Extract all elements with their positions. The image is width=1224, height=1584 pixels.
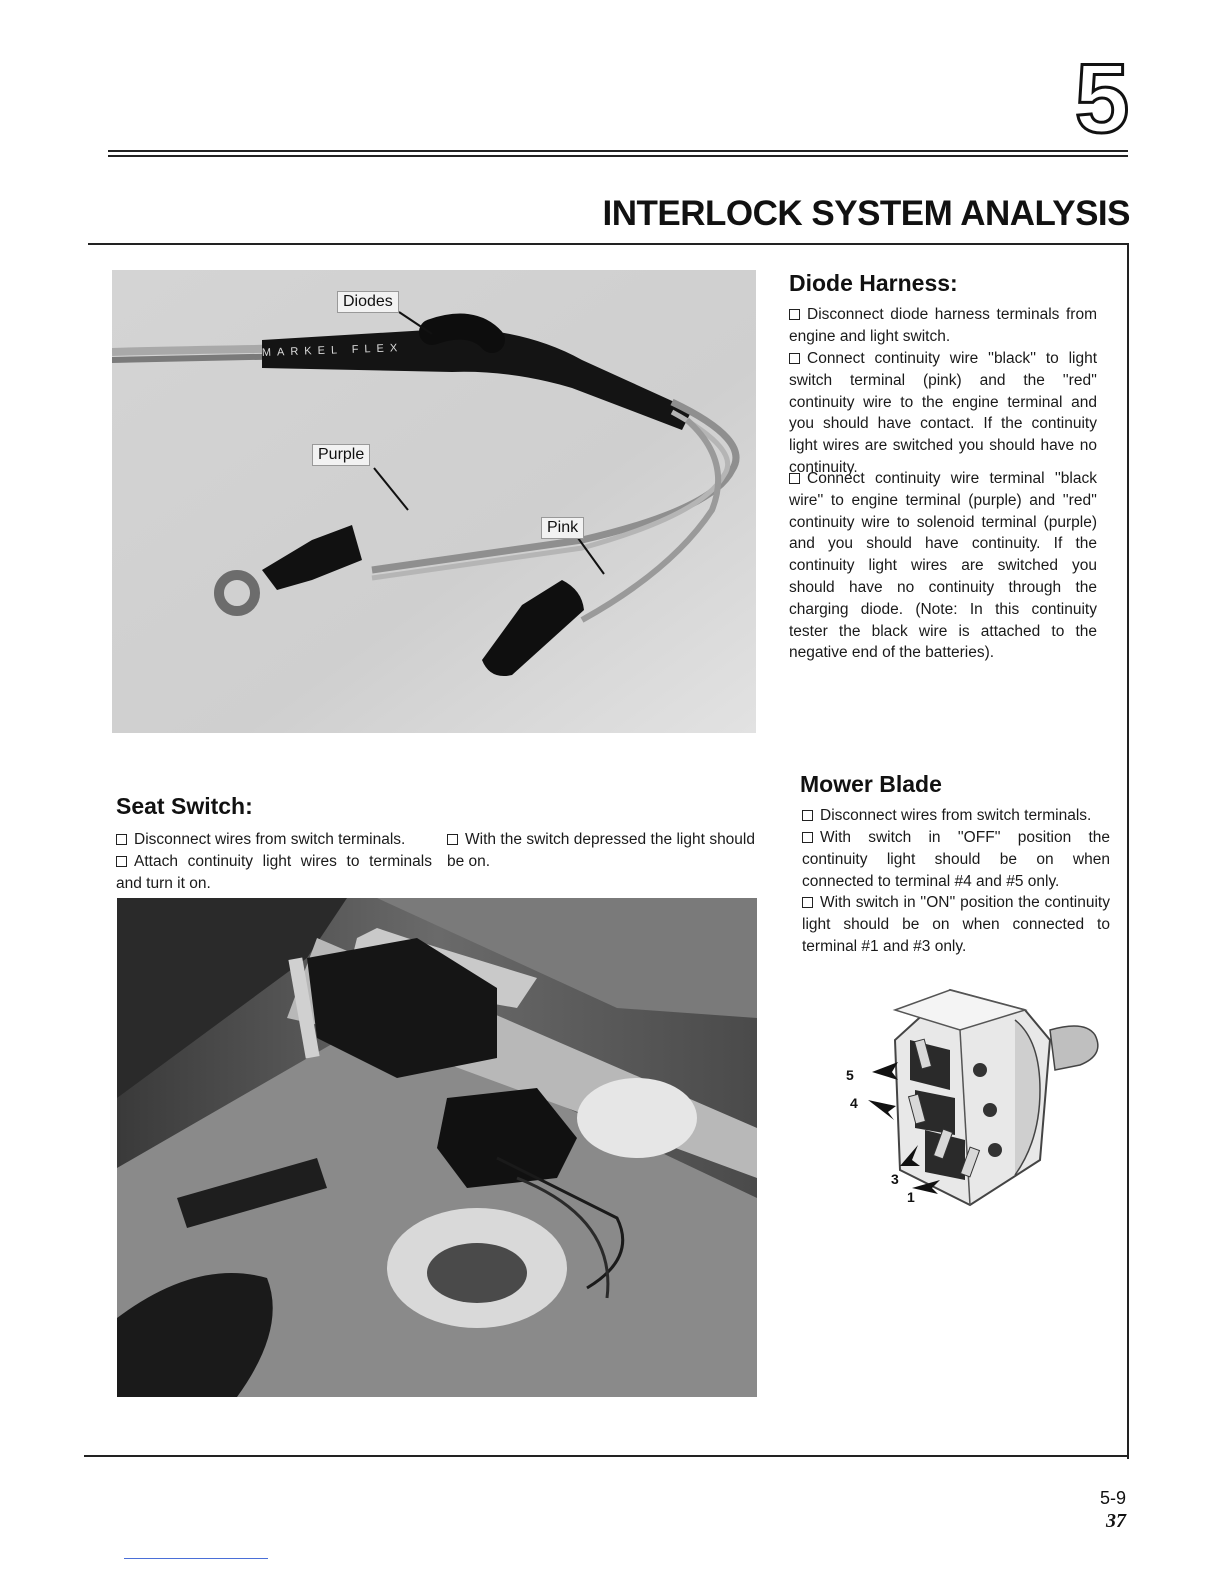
- checkbox-icon: [802, 810, 813, 821]
- diode-harness-item-text: Disconnect diode harness terminals from engine and light switch.: [789, 306, 1097, 345]
- seat-switch-item: [447, 829, 755, 873]
- mower-blade-item: [802, 827, 1110, 892]
- checkbox-icon: [789, 353, 800, 364]
- seat-switch-heading: Seat Switch:: [116, 793, 253, 819]
- seat-switch-item-text: Disconnect wires from switch terminals.: [134, 831, 406, 848]
- mower-blade-heading: Mower Blade: [800, 771, 942, 797]
- title-rule: [88, 243, 1128, 245]
- label-diodes: Diodes: [337, 291, 399, 313]
- mower-blade-item-text: With switch in ''OFF'' position the continuity light should be on when connected to terminal #4 and #5 only.: [802, 829, 1110, 890]
- checkbox-icon: [789, 473, 800, 484]
- diode-harness-item-text: Connect continuity wire terminal ''black wire'' to engine terminal (purple) and ''red'' continuity wire to solenoid terminal (purple) and you should have continuity. If the continuity light wires are switched you should have no continuity through the charging diode. (Note: In this continuity tester the black wire is attached to the negative end of the batteries).: [789, 470, 1097, 662]
- diode-harness-item: [789, 468, 1097, 664]
- label-pink: Pink: [541, 517, 584, 539]
- wire-print-text: MARKEL FLEX: [261, 342, 404, 359]
- page-frame-bottom: [84, 1455, 1129, 1457]
- diode-harness-item-text: Connect continuity wire ''black'' to light switch terminal (pink) and the ''red'' continuity wire to the engine terminal and you should have contact. If the continuity light wires are switched you should have no continuity.: [789, 350, 1097, 476]
- handwritten-page-number: 37: [1106, 1510, 1126, 1532]
- seat-switch-photo: [117, 898, 757, 1397]
- checkbox-icon: [802, 897, 813, 908]
- seat-switch-item-text: Attach continuity light wires to terminals and turn it on.: [116, 853, 432, 892]
- chapter-number-text: 5: [1074, 48, 1130, 144]
- page-frame-right: [1127, 243, 1129, 1459]
- diode-harness-item: [789, 304, 1097, 348]
- header-rule-top: [108, 150, 1128, 152]
- footer-link-line: [124, 1558, 268, 1559]
- checkbox-icon: [116, 834, 127, 845]
- label-purple: Purple: [312, 444, 370, 466]
- seat-switch-item-text: With the switch depressed the light should be on.: [447, 831, 755, 870]
- chapter-number: [1062, 48, 1142, 144]
- mower-blade-item-text: Disconnect wires from switch terminals.: [820, 807, 1092, 824]
- page-number: 5-9: [1099, 1488, 1126, 1508]
- mower-blade-item: [802, 805, 1110, 827]
- seat-switch-item: [116, 829, 432, 851]
- terminal-label-1: 1: [907, 1189, 915, 1205]
- diode-harness-photo: [112, 270, 756, 733]
- checkbox-icon: [802, 832, 813, 843]
- diode-harness-item: [789, 348, 1097, 479]
- checkbox-icon: [447, 834, 458, 845]
- toggle-switch-photo: [840, 980, 1105, 1222]
- terminal-label-3: 3: [891, 1171, 899, 1187]
- checkbox-icon: [789, 309, 800, 320]
- seat-switch-item: [116, 851, 432, 895]
- page-title: INTERLOCK SYSTEM ANALYSIS: [602, 194, 1130, 233]
- terminal-label-5: 5: [846, 1067, 854, 1083]
- header-rule-bottom: [108, 155, 1128, 157]
- terminal-label-4: 4: [850, 1095, 858, 1111]
- mower-blade-item: [802, 892, 1110, 957]
- mower-blade-item-text: With switch in ''ON'' position the continuity light should be on when connected to terminal #1 and #3 only.: [802, 894, 1110, 955]
- checkbox-icon: [116, 856, 127, 867]
- diode-harness-heading: Diode Harness:: [789, 270, 958, 296]
